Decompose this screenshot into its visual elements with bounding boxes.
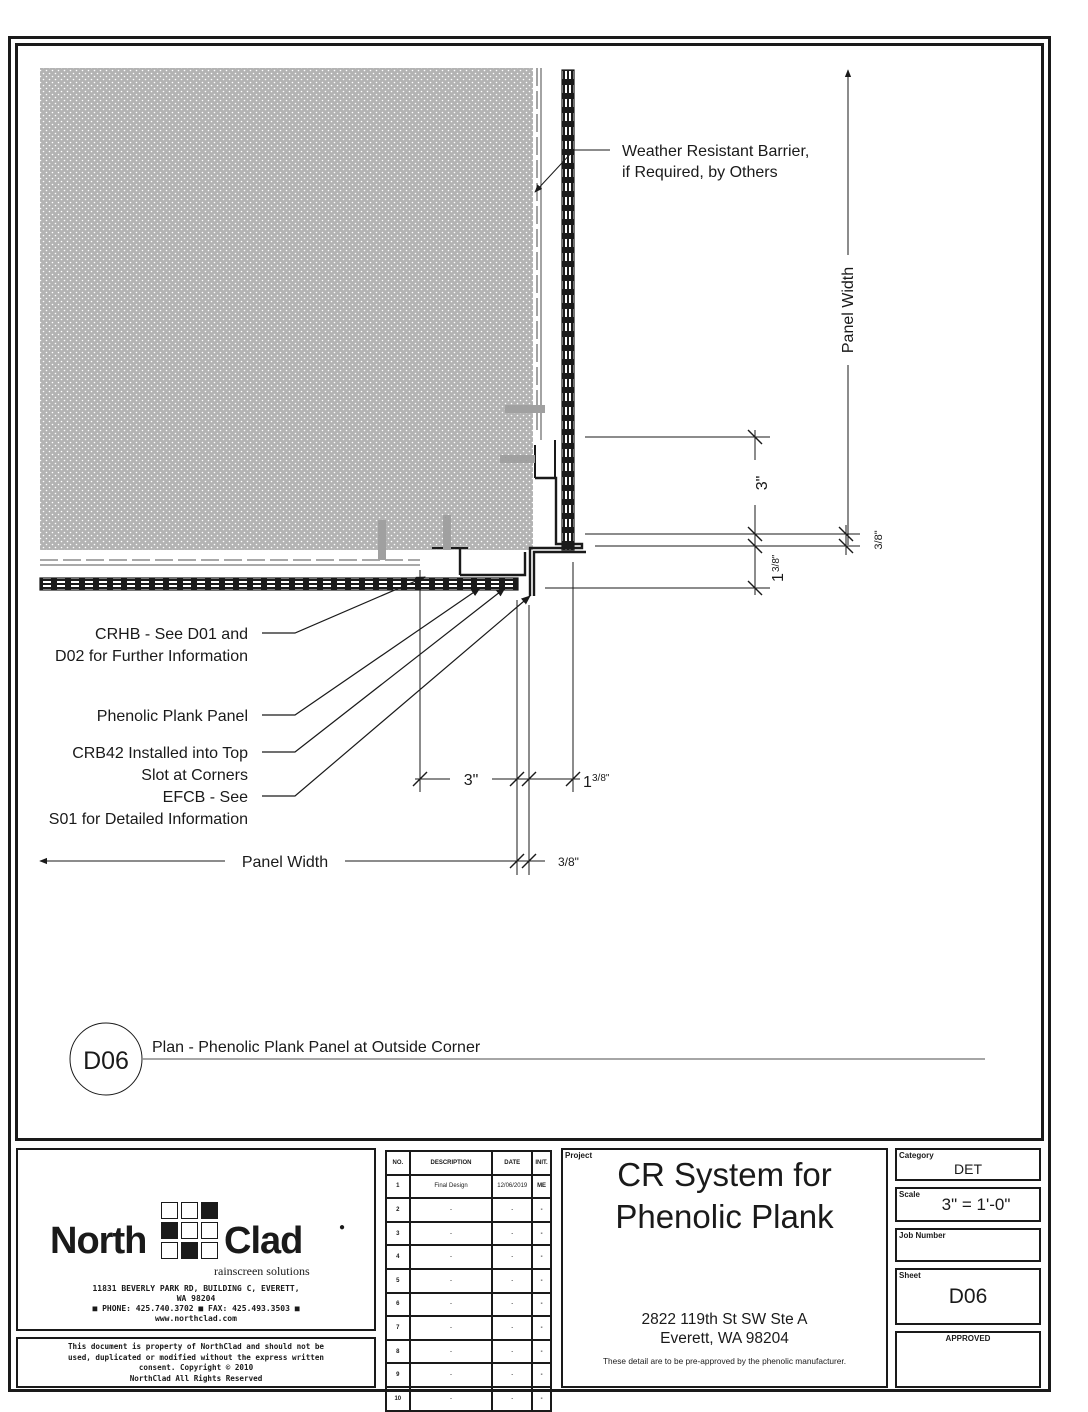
panel-width-vertical-label: Panel Width [840,266,857,354]
rev-no: 10 [386,1387,410,1411]
project-address-line1: 2822 119th St SW Ste A [641,1311,808,1328]
sheet-box [895,1268,1041,1325]
rev-date: - [492,1387,532,1411]
rev-date: - [492,1269,532,1293]
rev-description: Final Design [410,1175,493,1199]
approved-label: APPROVED [945,1334,991,1343]
dim-horizontal-3-8: 3/8" [558,855,579,869]
project-label: Project [565,1151,593,1160]
svg-text:1: 1 [770,573,787,582]
crb42-label-line1: CRB42 Installed into Top [72,745,248,762]
project-box [561,1148,888,1388]
rev-init: - [532,1387,551,1411]
svg-text:3/8": 3/8" [592,773,610,784]
category-box [895,1148,1041,1181]
revision-row [386,1222,551,1246]
rev-description: - [410,1316,493,1340]
efcb-label-line1: EFCB - See [162,789,248,806]
rev-no: 1 [386,1175,410,1199]
revision-row [386,1269,551,1293]
project-title-line2: Phenolic Plank [615,1198,834,1235]
dim-horizontal-1-3-8 [583,773,610,791]
company-address-line1: 11831 BEVERLY PARK RD, BUILDING C, EVERETT, [92,1284,300,1293]
efcb-label-line2: S01 for Detailed Information [48,811,248,828]
logo-clad: Clad [224,1220,303,1262]
svg-text:3/8": 3/8" [771,554,782,572]
company-website[interactable]: www.northclad.com [155,1314,237,1323]
crhb-label-line1: CRHB - See D01 and [95,626,248,643]
job-number-label: Job Number [899,1231,946,1240]
project-title-line1: CR System for [617,1156,832,1193]
rev-date: - [492,1222,532,1246]
approved-box [895,1331,1041,1388]
rev-no: 8 [386,1340,410,1364]
callout-title: Plan - Phenolic Plank Panel at Outside Corner [152,1039,481,1056]
dim-vertical-3in: 3" [754,475,771,491]
dim-vertical-3-8: 3/8" [873,530,885,550]
rev-init: - [532,1245,551,1269]
logo-north: North [50,1220,147,1262]
disclaimer-line3: consent. Copyright © 2010 [138,1363,254,1372]
revision-row [386,1316,551,1340]
logo-grid-icon [161,1202,221,1262]
rev-date: 12/06/2019 [492,1175,532,1199]
crhb-label-line2: D02 for Further Information [55,648,248,665]
rev-date: - [492,1316,532,1340]
rev-no: 4 [386,1245,410,1269]
disclaimer-box [16,1337,376,1388]
rev-header-init: INIT. [532,1151,551,1175]
rev-description: - [410,1293,493,1317]
company-address-line2: WA 98204 [176,1294,216,1303]
rev-description: - [410,1198,493,1222]
rev-description: - [410,1387,493,1411]
rev-init: ME [532,1175,551,1199]
rev-no: 9 [386,1363,410,1387]
rev-init: - [532,1316,551,1340]
left-leaders [262,577,530,796]
revision-row [386,1387,551,1411]
rev-description: - [410,1269,493,1293]
rev-no: 3 [386,1222,410,1246]
revision-row [386,1293,551,1317]
rev-init: - [532,1363,551,1387]
rev-header-description: DESCRIPTION [410,1151,493,1175]
rev-date: - [492,1340,532,1364]
panel-label: Phenolic Plank Panel [96,708,248,725]
scale-value: 3" = 1'-0" [941,1195,1011,1214]
disclaimer-line2: used, duplicated or modified without the express written [67,1352,325,1362]
scale-box [895,1187,1041,1222]
revision-row [386,1245,551,1269]
revision-row [386,1175,551,1199]
crb42-label-line2: Slot at Corners [141,767,248,784]
project-address-line2: Everett, WA 98204 [660,1330,789,1347]
phenolic-panel-horizontal [40,578,518,590]
substrate-hatch [40,68,533,550]
rev-init: - [532,1293,551,1317]
project-note: These detail are to be pre-approved by the phenolic manufacturer. [602,1356,847,1366]
rev-description: - [410,1340,493,1364]
rev-description: - [410,1245,493,1269]
company-phone-fax: ■ PHONE: 425.740.3702 ■ FAX: 425.493.3503 ■ [92,1304,300,1313]
panel-width-horizontal-label: Panel Width [241,854,329,871]
revisions-header-row [386,1151,551,1175]
phenolic-panel-vertical [562,70,574,550]
northclad-logo: North Clad ● rainscreen solutions [18,1200,374,1270]
disclaimer-line1: This document is property of NorthClad and should not be [67,1342,325,1351]
revisions-table [385,1150,552,1412]
rev-init: - [532,1222,551,1246]
dim-horizontal-3in: 3" [463,772,479,789]
rev-date: - [492,1363,532,1387]
rev-description: - [410,1363,493,1387]
scale-label: Scale [899,1190,920,1199]
revision-row [386,1363,551,1387]
sheet-label: Sheet [899,1271,921,1280]
rev-date: - [492,1245,532,1269]
svg-text:1: 1 [583,774,592,791]
wrb-label-line1: Weather Resistant Barrier, [622,143,810,160]
rev-init: - [532,1340,551,1364]
category-label: Category [899,1151,934,1160]
rev-date: - [492,1293,532,1317]
rev-init: - [532,1198,551,1222]
sheet-value: D06 [948,1285,988,1308]
company-box [16,1148,376,1331]
rev-no: 2 [386,1198,410,1222]
rev-header-date: DATE [492,1151,532,1175]
wrb-label-line2: if Required, by Others [622,164,778,181]
callout-id: D06 [83,1047,129,1075]
logo-tagline: rainscreen solutions [214,1264,310,1278]
rev-no: 7 [386,1316,410,1340]
rev-description: - [410,1222,493,1246]
job-number-box [895,1228,1041,1262]
revision-row [386,1198,551,1222]
rev-init: - [532,1269,551,1293]
rev-no: 5 [386,1269,410,1293]
rev-no: 6 [386,1293,410,1317]
rev-header-no: NO. [386,1151,410,1175]
rev-date: - [492,1198,532,1222]
revision-row [386,1340,551,1364]
dim-vertical-1-3-8 [770,554,787,582]
category-value: DET [954,1161,982,1177]
disclaimer-line4: NorthClad All Rights Reserved [129,1373,263,1383]
